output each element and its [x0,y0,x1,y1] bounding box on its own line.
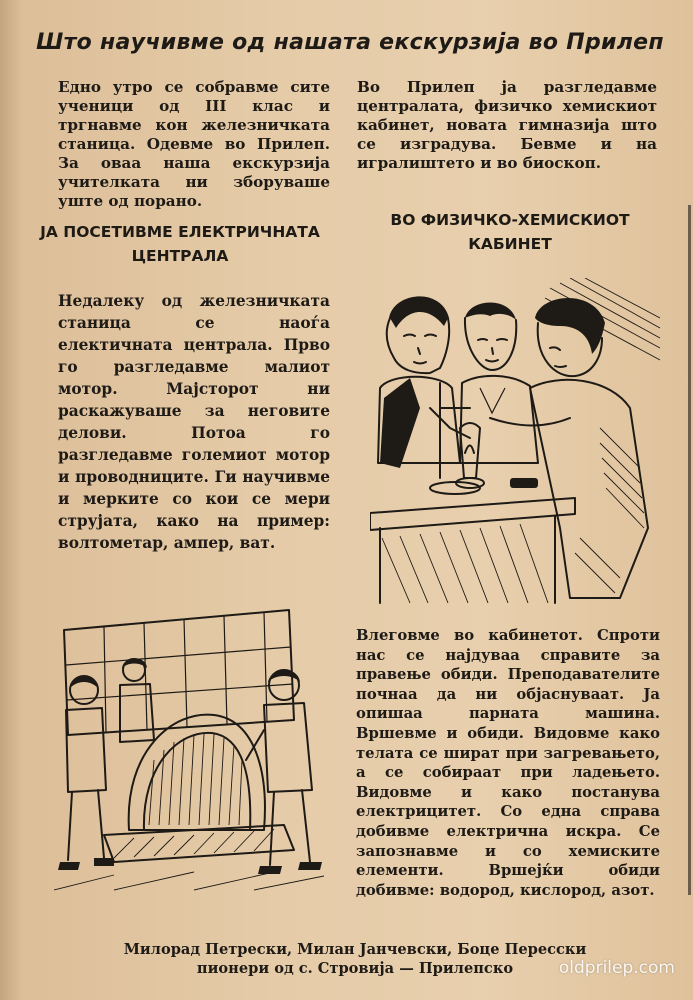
section2-heading: ВО ФИЗИЧКО-ХЕМИСКИОТ КАБИНЕТ [390,211,630,253]
pupil-right-figure [246,670,322,874]
lab-table [370,498,575,603]
intro-right-paragraph: Во Прилеп ја разгледавме централата, физичко хемискиот кабинет, новата гимназија што се изградува. Бевме и на игралиштето и во биоскоп. [357,78,657,172]
site-watermark: oldprilep.com [558,958,675,978]
floor-hatch [54,872,324,890]
section1-heading: ЈА ПОСЕТИВМЕ ЕЛЕКТРИЧНАТА ЦЕНТРАЛА [40,223,320,265]
column-rule [688,205,691,895]
girl-figure [378,297,470,468]
lab-illustration [370,278,662,608]
lab-apparatus [430,383,538,494]
section1-body: Недалеку од железничката станица се наоѓа електичната централа. Прво го разгледавме малиот мотор. Мајсторот ни раскажуваше за неговите делови. Потоа го разгледавме големиот мотор и проводниците. Ги научивме и мерките со кои се мери струјата, како на пример: волтометар, ампер, ват. [58,292,330,552]
generator-illustration [54,600,324,900]
boy-right-figure [490,298,648,598]
signature-origin: пионери од с. Стровија — Прилепско [196,960,514,977]
boy-middle-figure [460,303,538,464]
window-grid [64,610,294,735]
page-fold-shadow [0,0,22,1000]
article-title: Што научивме од нашата екскурзија во Прилеп [36,30,664,55]
section2-body: Влеговме во кабинетот. Спроти нас се најдуваа справите за правење обиди. Преподавателите почнаа да ни објаснуваат. Ја опишаа парната машина. Вршевме и обиди. Видовме како телата се шират при загревањето, а се собираат при ладењето. Видовме и како постанува електрицитет. Со една справа добивме електрична искра. Се запознавме и со хемиските елементи. Вршејќи обиди добивме: водород, кислород, азот. [356,627,660,899]
signature-authors: Милорад Петрески, Милан Јанчевски, Боце Пересски [123,941,587,958]
intro-left-paragraph: Едно утро се собравме сите ученици од III клас и тргнавме кон железничката станица. Одевме во Прилеп. За оваа наша екскурзија учителката ни зборуваше уште од порано. [58,78,330,210]
